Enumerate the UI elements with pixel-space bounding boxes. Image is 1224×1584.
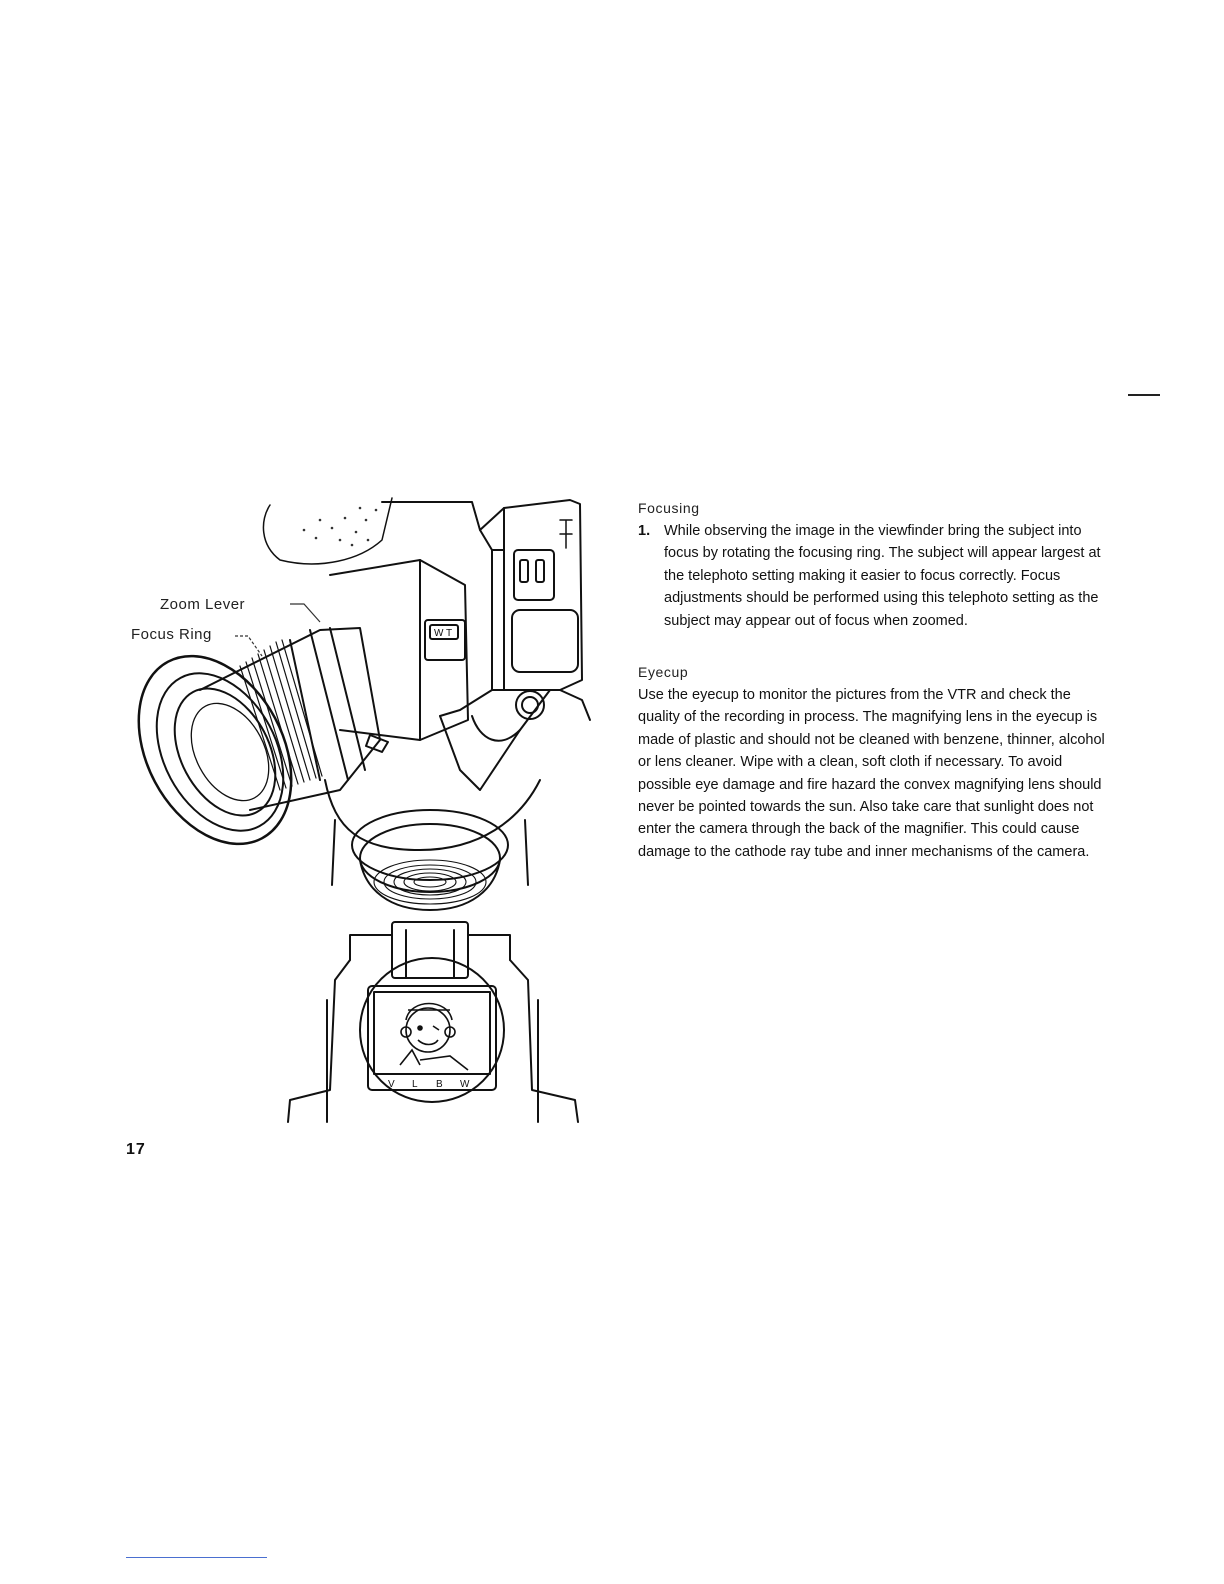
- viewfinder-label-v: V: [388, 1079, 395, 1090]
- eyecup-body: Use the eyecup to monitor the pictures from the VTR and check the quality of the recording in process. The magnifying lens in the eyecup is made of plastic and should not be cleaned with benzene, thinner, alcohol or lens cleaner. Wipe with a clean, soft cloth if necessary. To avoid possible eye damage and fire hazard the convex magnifying lens should never be pointed towards the sun. Also take care that sunlight does not enter the camera through the back of the magnifier. This could cause damage to the cathode ray tube and inner mechanisms of the camera.: [638, 687, 1105, 860]
- camera-illustration: [120, 490, 600, 1130]
- microphone-foam: [263, 498, 392, 564]
- focus-ring-leader: [235, 636, 262, 656]
- focusing-heading: Focusing: [638, 500, 700, 516]
- eyecup-section: [638, 664, 1108, 863]
- viewfinder-label-l: L: [412, 1079, 418, 1090]
- zoom-lever-leader: [290, 604, 320, 622]
- viewfinder-body: [350, 935, 392, 960]
- viewfinder-label-w: W: [460, 1079, 470, 1090]
- instructions-column: [638, 500, 1108, 863]
- lens-front: [120, 630, 322, 870]
- lens-lever-label: W T: [434, 628, 453, 639]
- eyecup-heading: Eyecup: [638, 664, 689, 681]
- viewfinder-image: [400, 1004, 468, 1071]
- step-number: 1.: [638, 523, 651, 539]
- focusing-steps: [638, 520, 1108, 632]
- step-text: While observing the image in the viewfinder bring the subject into focus by rotating the focusing ring. The subject will appear largest at the telephoto setting making it easier to focus correctly. Focus adjustments should be performed using this telephoto setting as the subject may appear out of focus when zoomed.: [664, 523, 1101, 629]
- bottom-rule: [126, 1557, 267, 1558]
- focusing-step: [638, 520, 1108, 632]
- focusing-section: [638, 500, 1108, 632]
- edge-mark: [1128, 394, 1160, 396]
- viewfinder-label-b: B: [436, 1079, 443, 1090]
- camera-body: [382, 502, 492, 716]
- zoom-lever-callout: Zoom Lever: [160, 596, 246, 613]
- page-number: 17: [126, 1141, 146, 1158]
- focus-ring-callout: Focus Ring: [131, 626, 212, 643]
